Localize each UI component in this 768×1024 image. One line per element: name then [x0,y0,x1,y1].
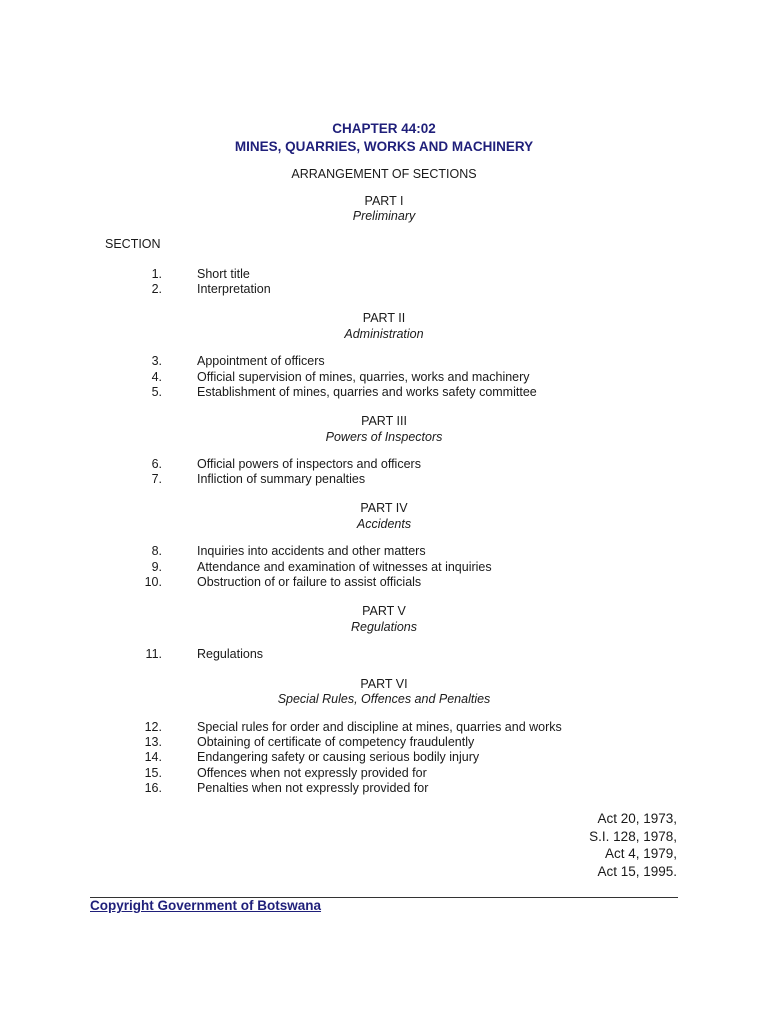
section-row [0,267,768,283]
section-number: 13. [144,735,162,749]
section-title: Offences when not expressly provided for [197,766,427,780]
section-row [0,781,768,797]
section-number: 9. [151,560,162,574]
section-row [0,472,768,488]
section-title: Special rules for order and discipline at mines, quarries and works [197,720,562,734]
section-number: 5. [151,385,162,399]
section-title: Inquiries into accidents and other matters [197,544,426,558]
section-title: Obstruction of or failure to assist officials [197,575,422,589]
arrangement-heading: ARRANGEMENT OF SECTIONS [291,167,477,181]
section-number: 16. [144,781,162,795]
part-name: Regulations [350,620,417,634]
section-row [0,457,768,473]
part-number: PART VI [360,677,408,691]
section-number: 7. [151,472,162,486]
section-number: 4. [151,370,162,384]
section-row [0,370,768,386]
section-title: Infliction of summary penalties [197,472,366,486]
section-row [0,766,768,782]
act-citation: Act 4, 1979, [604,846,677,861]
section-column-label: SECTION [105,237,161,251]
section-row [0,544,768,560]
section-number: 8. [151,544,162,558]
section-number: 14. [144,750,162,764]
section-row [0,647,768,663]
section-title: Official supervision of mines, quarries, works and machinery [197,370,530,384]
chapter-title: MINES, QUARRIES, WORKS AND MACHINERY [234,139,534,154]
part-number: PART III [361,414,407,428]
section-row [0,282,768,298]
act-citation: S.I. 128, 1978, [589,828,677,844]
section-number: 15. [144,766,162,780]
section-row [0,735,768,751]
section-title: Regulations [197,647,264,661]
part-name: Special Rules, Offences and Penalties [277,692,491,706]
part-name: Preliminary [352,209,416,223]
section-title: Attendance and examination of witnesses at inquiries [197,560,492,574]
section-title: Penalties when not expressly provided for [197,781,429,795]
part-name: Accidents [356,517,412,531]
section-row [0,560,768,576]
section-title: Appointment of officers [197,354,325,368]
act-citation: Act 15, 1995. [597,863,677,879]
section-number: 10. [144,575,162,589]
section-number: 6. [151,457,162,471]
part-name: Administration [344,327,424,341]
section-title: Establishment of mines, quarries and works safety committee [197,385,537,399]
section-row [0,354,768,370]
part-name: Powers of Inspectors [325,430,443,444]
section-title: Endangering safety or causing serious bodily injury [197,750,480,764]
chapter-number: CHAPTER 44:02 [332,121,436,136]
part-number: PART IV [360,501,408,515]
section-number: 12. [144,720,162,734]
section-row [0,750,768,766]
section-title: Obtaining of certificate of competency fraudulently [197,735,475,749]
section-title: Official powers of inspectors and officers [197,457,421,471]
section-number: 2. [151,282,162,296]
section-title: Short title [197,267,250,281]
part-number: PART I [364,194,404,208]
section-number: 1. [151,267,162,281]
section-number: 3. [151,354,162,368]
section-number: 11. [145,647,162,661]
act-citation: Act 20, 1973, [597,811,677,826]
section-row [0,575,768,591]
section-row [0,385,768,401]
part-number: PART V [362,604,406,618]
act-citations [589,810,677,880]
section-row [0,720,768,736]
copyright-link[interactable]: Copyright Government of Botswana [90,898,322,913]
section-title: Interpretation [197,282,271,296]
part-number: PART II [362,311,406,325]
